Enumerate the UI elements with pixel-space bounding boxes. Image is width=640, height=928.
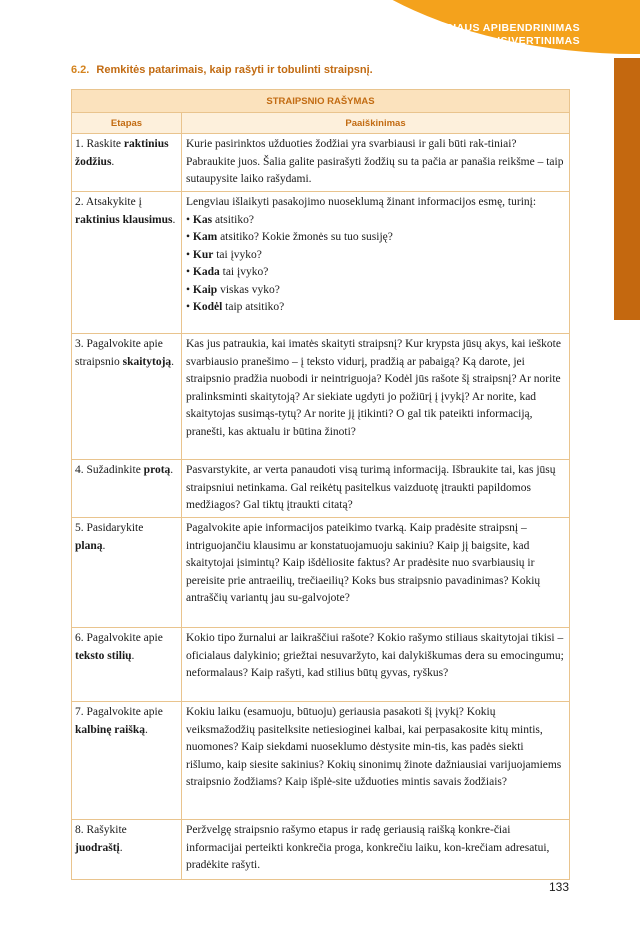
stage-keyword: raktinius klausimus	[75, 213, 173, 226]
stage-text: 1. Raskite	[75, 138, 124, 150]
stage-punct: .	[171, 355, 175, 368]
stage-punct: .	[170, 464, 174, 476]
table-row	[72, 820, 570, 880]
table-title: STRAIPSNIO RAŠYMAS	[72, 90, 570, 113]
bullet-keyword: Kur	[192, 248, 214, 261]
bullet-keyword: Kada	[192, 266, 220, 278]
stage-text: 3. Pagalvokite apie straipsnio	[75, 338, 163, 368]
explanation-cell: Pagalvokite apie informacijos pateikimo tvarką. Kaip pradėsite straipsnį – intriguojančiu klausimu ar konstatuojamuoju sakiniu? Kaip jį baigsite, kad skaitytojai įsimintų? Kaip išdėliosite faktus? Ar pradėsite nuo svarbiausių ir pereisite prie antraeilių, trečiaeilių? Koks bus straipsnio pavadinimas? Kokių antraščių variantų jau su-galvojote?	[182, 518, 570, 628]
bullet-item: • Kas atsitiko?	[186, 213, 254, 226]
stage-keyword: teksto stilių	[75, 649, 132, 662]
stage-cell	[72, 134, 182, 192]
page-number: 133	[549, 880, 570, 894]
explanation-cell: Pasvarstykite, ar verta panaudoti visą turimą informaciją. Išbraukite tai, kas jūsų straipsniui netinkama. Gal reikėtų pasitelkus vaizduotę įtraukti papildomos medžiagos? Gal tiktų įtraukti citatą?	[182, 460, 570, 518]
stage-keyword: kalbinę raišką	[75, 723, 145, 736]
section-label	[422, 22, 580, 48]
stage-text: 7. Pagalvokite apie	[75, 706, 163, 718]
bullet-item: • Kaip viskas vyko?	[186, 283, 280, 296]
explanation-cell: Peržvelgę straipsnio rašymo etapus ir radę geriausią raišką konkre-čiai informacijai perteikti konkrečia proga, konkrečiu laiku, kon-krečiam adresatui, pradėkite rašyti.	[182, 820, 570, 880]
explanation-cell: Kokio tipo žurnalui ar laikraščiui rašote? Kokio rašymo stiliaus skaitytojai tikisi – oficialaus dalykinio; griežtai nesuvaržyto, kai dalykiškumas dera su emocingumu; neformalaus? Kaip rašyti, kad stilius būtų gyvas, ryškus?	[182, 628, 570, 702]
table-header-row	[72, 113, 570, 134]
explanation-cell: Kokiu laiku (esamuoju, būtuoju) geriausia pasakoti šį įvykį? Kokių veiksmažodžių pasitelksite netiesioginei kalbai, kai perpasakosite kitų mintis, nuomones? Kaip siekdami nuoseklumo dėstysite min-tis, kas padės siekti rišlumo, kaip siesite sakinius? Kokių sinonimų žinote dažniausiai varijuojamiems straipsnio žodžiams? Kaip išplė-site užduoties mintis savais žodžiais?	[182, 702, 570, 820]
table-row	[72, 628, 570, 702]
explanation-cell: Kas jus patraukia, kai imatės skaityti straipsnį? Kur krypsta jūsų akys, kai ieškote svarbiausio pranešimo – į teksto vidurį, pradžią ar pabaigą? Ką darote, jei straipsnio pradžia nuobodi ir neintriguoja? Kodėl jūs rašote šį straipsnį? Ar norite pralinksminti skaitytoją? Ar siekiate ugdyti jo požiūrį į įvykį? Ar norite, kad skaitytojas susimąs-tytų? Ar norite jį įtikinti? O gal tik pateikti informaciją, pranešti, kas aktualu ir būtina žinoti?	[182, 334, 570, 460]
stage-cell	[72, 192, 182, 334]
stage-cell	[72, 518, 182, 628]
stage-text: 4. Sužadinkite	[75, 464, 144, 476]
bullet-text: taip atsitiko?	[222, 301, 285, 313]
stage-punct: .	[131, 649, 135, 662]
table-row	[72, 702, 570, 820]
table-title-row	[72, 90, 570, 113]
bullet-text: viskas vyko?	[217, 283, 280, 296]
table-row	[72, 334, 570, 460]
stage-keyword: raktinius žodžius	[75, 138, 169, 168]
bullet-item: • Kodėl taip atsitiko?	[186, 301, 285, 313]
stage-punct: .	[119, 841, 123, 854]
column-header-stage: Etapas	[72, 113, 182, 134]
section-label-line1: SKYRIAUS APIBENDRINIMAS	[422, 22, 580, 34]
bullet-item: • Kam atsitiko? Kokie žmonės su tuo susiję?	[186, 231, 393, 243]
stage-text: 5. Pasidarykite	[75, 522, 144, 534]
task-text: Remkitės patarimais, kaip rašyti ir tobulinti straipsnį.	[96, 64, 373, 76]
stage-keyword: skaitytoją	[122, 355, 172, 368]
explanation-cell	[182, 192, 570, 334]
table-row	[72, 134, 570, 192]
explanation-intro: Lengviau išlaikyti pasakojimo nuoseklumą žinant informacijos esmę, turinį:	[186, 196, 537, 208]
bullet-text: tai įvyko?	[213, 248, 262, 261]
stage-punct: .	[102, 539, 106, 552]
stage-text: 8. Rašykite	[75, 824, 127, 836]
writing-table	[71, 89, 570, 880]
table-row	[72, 518, 570, 628]
stage-cell	[72, 820, 182, 880]
bullet-text: atsitiko?	[212, 213, 254, 226]
task-number: 6.2.	[71, 64, 90, 76]
bullet-text: tai įvyko?	[219, 266, 269, 278]
stage-keyword: planą	[75, 539, 103, 552]
stage-cell	[72, 628, 182, 702]
stage-cell	[72, 460, 182, 518]
bullet-item: • Kada tai įvyko?	[186, 266, 269, 278]
stage-punct: .	[144, 723, 148, 736]
stage-punct: .	[111, 155, 115, 168]
stage-keyword: protą	[143, 464, 171, 476]
table-row	[72, 192, 570, 334]
section-label-line2: IR ĮSIVERTINIMAS	[482, 35, 580, 47]
bullet-keyword: Kam	[192, 231, 218, 243]
chapter-side-tab	[614, 58, 640, 320]
explanation-cell: Kurie pasirinktos užduoties žodžiai yra svarbiausi ir gali būti rak-tiniai? Pabraukite juos. Šalia galite pasirašyti žodžių su ta pačia ar panašia reikšme – taip sutaupysite laiko rašydami.	[182, 134, 570, 192]
table-row	[72, 460, 570, 518]
column-header-explanation: Paaiškinimas	[182, 113, 570, 134]
stage-text: 2. Atsakykite į	[75, 196, 142, 208]
bullet-keyword: Kaip	[192, 283, 218, 296]
stage-cell	[72, 334, 182, 460]
task-heading	[71, 64, 373, 76]
bullet-text: atsitiko? Kokie žmonės su tuo susiję?	[217, 231, 393, 243]
bullet-keyword: Kodėl	[192, 301, 223, 313]
stage-punct: .	[172, 213, 176, 226]
bullet-item: • Kur tai įvyko?	[186, 248, 262, 261]
bullet-keyword: Kas	[192, 213, 213, 226]
stage-keyword: juodraštį	[75, 841, 120, 854]
stage-text: 6. Pagalvokite apie	[75, 632, 163, 644]
stage-cell	[72, 702, 182, 820]
